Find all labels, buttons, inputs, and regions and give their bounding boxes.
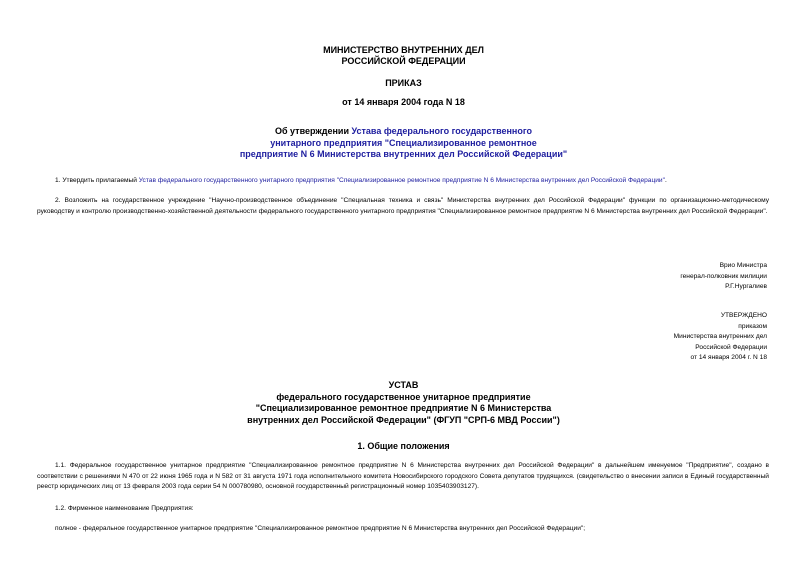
order-subject: [0, 126, 807, 161]
order-title: ПРИКАЗ: [385, 78, 422, 88]
paragraph-1-2: [37, 504, 769, 515]
paragraph-1-suffix: .: [664, 177, 667, 184]
paragraph-2-text: 2. Возложить на государственное учреждение "Научно-производственное объединение "Специальная техника и связь" Министерства внутренних дел Российской Федерации" функции по организационно-методическому руководству и контролю производственно-хозяйственной деятельности федерального государственного унитарного предприятия "Специализированное ремонтное предприятие N 6 Министерства внутренних дел Российской Федерации".: [37, 197, 769, 215]
charter-link-inline[interactable]: Устав федерального государственного унитарного предприятия "Специализированное ремонтное предприятие N 6 Министерства внутренних дел Российской Федерации": [138, 177, 665, 184]
charter-title: УСТАВ: [388, 380, 419, 390]
signature-rank: генерал-полковник милиции: [680, 272, 767, 280]
approval-line-2: приказом: [738, 322, 767, 330]
ministry-heading: [0, 45, 807, 67]
paragraph-1-prefix: 1. Утвердить прилагаемый: [55, 177, 139, 184]
subject-prefix: Об утверждении: [275, 126, 352, 136]
approval-block: [547, 311, 767, 364]
signature-block: [547, 261, 767, 293]
approval-line-1: УТВЕРЖДЕНО: [720, 312, 767, 319]
charter-heading: [0, 380, 807, 426]
paragraph-1-1-text: 1.1. Федеральное государственное унитарное предприятие "Специализированное ремонтное предприятие N 6 Министерства внутренних дел Российской Федерации" в дальнейшем именуемое "Предприятие", создано в соответствии с решениями N 470 от 22 июня 1965 года и N 582 от 31 августа 1971 года исполнительного комитета Новосибирского городского Совета депутатов трудящихся. (свидетельство о внесении записи в Единый государственный реестр юридических лиц от 13 февраля 2003 года серии 54 N 000780980, основной государственный регистрационный номер 1035403903127).: [37, 462, 769, 491]
paragraph-1-2-text: 1.2. Фирменное наименование Предприятия:: [55, 505, 194, 512]
charter-line-4: внутренних дел Российской Федерации" (ФГУП "СРП-6 МВД России"): [247, 414, 560, 425]
charter-line-3: "Специализированное ремонтное предприятие N 6 Министерства: [255, 403, 552, 413]
approval-line-3: Министерства внутренних дел: [673, 333, 767, 341]
charter-line-2: федерального государственное унитарное предприятие: [276, 391, 531, 402]
order-date: от 14 января 2004 года N 18: [342, 97, 465, 107]
ministry-line-2: РОССИЙСКОЙ ФЕДЕРАЦИИ: [341, 56, 466, 66]
charter-link-line-3[interactable]: предприятие N 6 Министерства внутренних дел Российской Федерации": [239, 149, 568, 159]
paragraph-1-2-full: [37, 524, 769, 535]
signature-name: Р.Г.Нургалиев: [725, 283, 767, 291]
ministry-line-1: МИНИСТЕРСТВО ВНУТРЕННИХ ДЕЛ: [323, 45, 484, 55]
section-1-heading: 1. Общие положения: [357, 441, 450, 451]
charter-link-line-1[interactable]: Устава федерального государственного: [351, 126, 532, 136]
paragraph-1-2-full-text: полное - федеральное государственное унитарное предприятие "Специализированное ремонтное предприятие N 6 Министерства внутренних дел Российской Федерации";: [55, 525, 586, 532]
paragraph-2: [37, 196, 769, 217]
charter-link-line-2[interactable]: унитарного предприятия "Специализированное ремонтное: [270, 137, 537, 148]
approval-line-5: от 14 января 2004 г. N 18: [690, 354, 767, 362]
paragraph-1: [37, 176, 769, 187]
approval-line-4: Российской Федерации: [695, 343, 767, 351]
paragraph-1-1: [37, 461, 769, 493]
subject-line-1: [0, 126, 807, 138]
signature-position: Врио Министра: [719, 262, 767, 269]
